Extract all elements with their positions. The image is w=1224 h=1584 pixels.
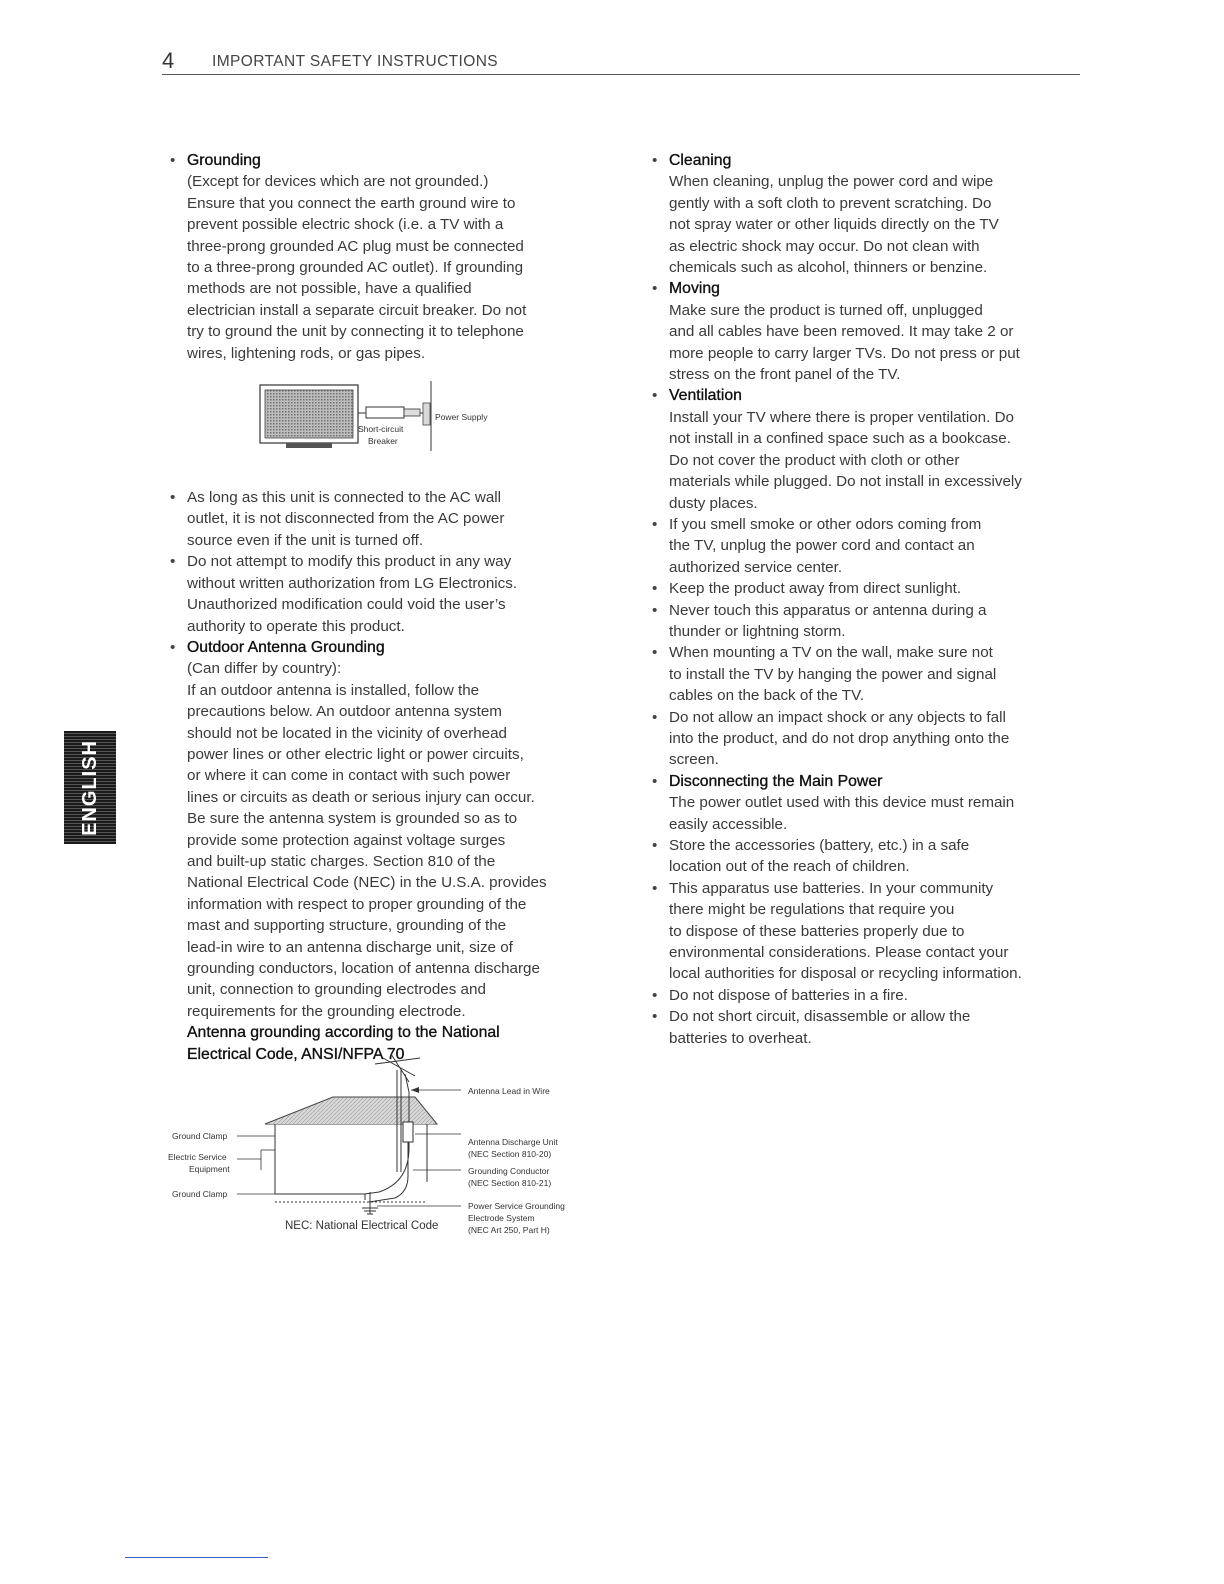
text-line: electrician install a separate circuit breaker. Do not [187,301,527,319]
antenna-subheading-2: Electrical Code, ANSI/NFPA 70 [187,1045,405,1063]
text-line: When cleaning, unplug the power cord and wipe [669,173,994,191]
accessories-item [652,835,1082,878]
text-line: prevent possible electric shock (i.e. a TV with a [187,216,504,234]
text-line: as electric shock may occur. Do not clean with [669,237,980,255]
accessories-text [669,835,1082,878]
ventilation-section [652,385,1082,513]
text-line: and built-up static charges. Section 810 of the [187,852,496,870]
text-line: requirements for the grounding electrode. [187,1002,466,1020]
text-line: or where it can come in contact with such power [187,767,511,785]
text-line: Be sure the antenna system is grounded so as to [187,810,518,828]
storm-item [652,600,1082,643]
text-line: should not be located in the vicinity of overhead [187,724,507,742]
text-line: dusty places. [669,494,758,512]
text-line: information with respect to proper grounding of the [187,895,527,913]
fire-text [669,985,1082,1006]
text-line: Do not cover the product with cloth or other [669,451,960,469]
impact-text [669,707,1082,771]
text-line: • Keep the product away from direct sunlight. [669,580,962,598]
text-line: • Never touch this apparatus or antenna during a [669,601,987,619]
ac-outlet-text [187,487,600,551]
wall-text [669,642,1082,706]
text-line: • Store the accessories (battery, etc.) in a safe [669,837,970,854]
text-line: Make sure the product is turned off, unplugged [669,301,983,319]
text-line: source even if the unit is turned off. [187,531,424,549]
text-line: cables on the back of the TV. [669,687,865,705]
page-number: 4 [162,48,175,73]
short-item [652,1006,1082,1049]
language-tab-label: ENGLISH [78,739,101,836]
electric-service-label: Electric Service [168,1152,227,1162]
sunlight-text [669,578,1082,599]
disconnect-text [669,792,1082,835]
outlet-icon [423,403,430,425]
text-line: wires, lightening rods, or gas pipes. [187,344,426,362]
house-outline [265,1097,437,1202]
text-line: authorized service center. [669,558,843,576]
ac-outlet-item [170,487,600,551]
moving-text [669,300,1082,386]
text-line: to a three-prong grounded AC outlet). If grounding [187,259,524,277]
text-line: lines or circuits as death or serious injury can occur. [187,788,535,806]
fire-item [652,985,1082,1006]
circuit-breaker-diagram [258,381,558,453]
text-line: and all cables have been removed. It may take 2 or [669,323,1014,341]
ventilation-heading: • Ventilation [669,387,742,405]
text-line: location out of the reach of children. [669,858,910,876]
text-line: methods are not possible, have a qualified [187,280,472,298]
text-line: • If you smell smoke or other odors coming from [669,515,982,533]
power-service-ref: (NEC Art 250, Part H) [468,1225,550,1235]
text-line: Ensure that you connect the earth ground wire to [187,194,516,212]
sunlight-item [652,578,1082,599]
antenna-text [187,658,600,1022]
text-line: • Do not dispose of batteries in a fire. [669,986,908,1004]
text-line: • Do not short circuit, disassemble or allow the [669,1008,971,1026]
text-line: to dispose of these batteries properly due to [669,922,965,940]
power-service-label-1: Power Service Grounding [468,1201,565,1211]
text-line: authority to operate this product. [187,617,405,635]
grounding-section [170,150,600,364]
lead-in-wire-label: Antenna Lead in Wire [468,1086,550,1096]
text-line: • This apparatus use batteries. In your community [669,879,994,897]
ventilation-text [669,407,1082,514]
discharge-unit-ref: (NEC Section 810-20) [468,1149,552,1159]
text-line: local authorities for disposal or recycling information. [669,965,1022,983]
text-line: gently with a soft cloth to prevent scratching. Do [669,194,992,212]
discharge-unit-label: Antenna Discharge Unit [468,1137,558,1147]
text-line: • Do not attempt to modify this product in any way [187,553,512,571]
short-text [669,1006,1082,1049]
cleaning-text [669,171,1082,278]
grounding-conductor-ref: (NEC Section 810-21) [468,1178,552,1188]
text-line: power lines or other electric light or power circuits, [187,745,524,763]
antenna-section [170,637,600,1065]
modify-text [187,551,600,637]
short-circuit-label: Short-circuit [358,424,404,434]
disconnect-section [652,771,1082,835]
nec-caption: NEC: National Electrical Code [285,1220,439,1232]
text-line: • Do not allow an impact shock or any objects to fall [669,708,1006,726]
moving-heading: • Moving [669,280,720,298]
text-line: precautions below. An outdoor antenna system [187,703,502,721]
text-line: lead-in wire to an antenna discharge unit, size of [187,938,513,956]
text-line: more people to carry larger TVs. Do not press or put [669,344,1020,362]
antenna-heading: • Outdoor Antenna Grounding [187,638,385,656]
antenna-subheading-1: Antenna grounding according to the National [187,1024,500,1042]
text-line: provide some protection against voltage surges [187,831,506,849]
text-line: stress on the front panel of the TV. [669,366,901,384]
text-line: (Can differ by country): [187,660,342,678]
disconnect-heading: • Disconnecting the Main Power [669,772,883,790]
smoke-text [669,514,1082,578]
text-line: not spray water or other liquids directly on the TV [669,216,999,234]
text-line: chemicals such as alcohol, thinners or benzine. [669,259,988,277]
text-line: grounding conductors, location of antenna discharge [187,960,540,977]
text-line: unit, connection to grounding electrodes and [187,981,486,999]
power-service-label-2: Electrode System [468,1213,535,1223]
grounding-heading: • Grounding [187,152,261,169]
text-line: • As long as this unit is connected to the AC wall [187,489,502,507]
left-column [170,150,600,1065]
equipment-label: Equipment [189,1164,230,1174]
text-line: the TV, unplug the power cord and contact an [669,537,975,555]
text-line: National Electrical Code (NEC) in the U.S.A. provides [187,874,547,892]
text-line: materials while plugged. Do not install in excessively [669,473,1022,491]
power-supply-label: Power Supply [435,412,488,422]
text-line: The power outlet used with this device must remain [669,794,1015,812]
storm-text [669,600,1082,643]
moving-section [652,278,1082,385]
text-line: Unauthorized modification could void the user’s [187,596,506,614]
text-line: without written authorization from LG Electronics. [187,574,518,592]
text-line: If an outdoor antenna is installed, follow the [187,681,480,699]
text-line: three-prong grounded AC plug must be connected [187,237,524,255]
right-column [652,150,1082,1049]
page-title: IMPORTANT SAFETY INSTRUCTIONS [212,53,499,70]
text-line: mast and supporting structure, grounding of the [187,917,507,935]
footer-rule [125,1557,268,1558]
modify-item [170,551,600,637]
ground-clamp-bottom-label: Ground Clamp [172,1189,228,1199]
batteries-item [652,878,1082,985]
text-line: try to ground the unit by connecting it to telephone [187,323,524,341]
text-line: there might be regulations that require you [669,901,955,919]
language-tab [64,731,116,844]
text-line: to install the TV by hanging the power and signal [669,665,997,683]
ground-clamp-top-label: Ground Clamp [172,1131,228,1141]
wall-item [652,642,1082,706]
text-line: batteries to overheat. [669,1029,812,1047]
impact-item [652,707,1082,771]
text-line: outlet, it is not disconnected from the AC power [187,510,505,528]
smoke-item [652,514,1082,578]
breaker-box [366,407,404,418]
text-line: not install in a confined space such as a bookcase. [669,430,1011,448]
batteries-text [669,878,1082,985]
text-line: easily accessible. [669,815,788,833]
text-line: (Except for devices which are not grounded.) [187,173,489,191]
text-line: screen. [669,751,719,769]
cleaning-section [652,150,1082,278]
breaker-label: Breaker [368,436,398,446]
text-line: Install your TV where there is proper ventilation. Do [669,408,1014,426]
text-line: • When mounting a TV on the wall, make sure not [669,644,993,662]
cleaning-heading: • Cleaning [669,152,732,169]
grounding-conductor-label: Grounding Conductor [468,1166,550,1176]
grounding-text [187,171,600,364]
text-line: thunder or lightning storm. [669,622,846,640]
page-header [162,50,1080,75]
antenna-mast [362,1054,420,1214]
text-line: into the product, and do not drop anything onto the [669,729,1010,747]
tv-icon [260,385,358,448]
antenna-grounding-diagram [165,1052,605,1248]
text-line: environmental considerations. Please contact your [669,944,1009,962]
